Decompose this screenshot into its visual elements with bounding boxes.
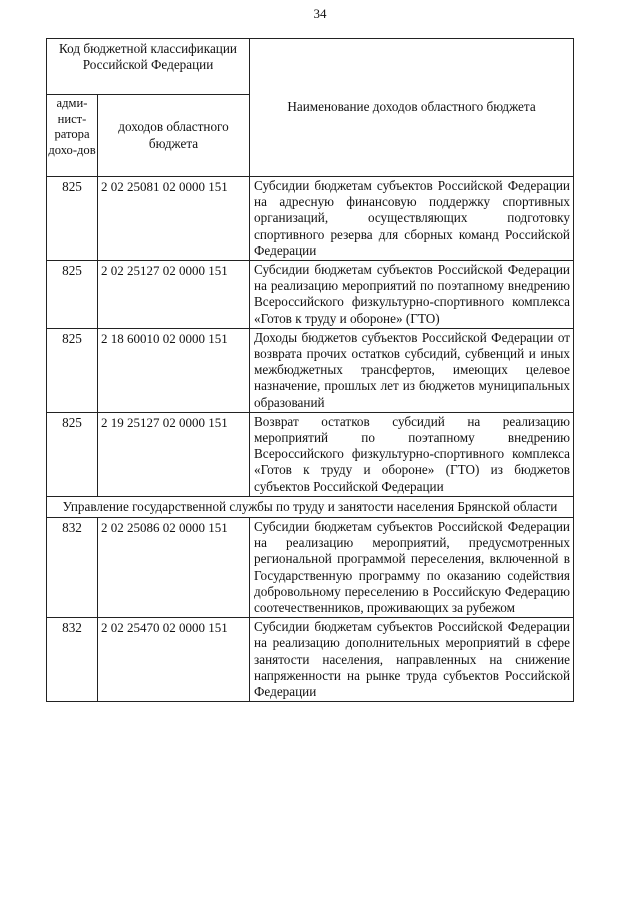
table-row [47,412,574,496]
income-name-cell: Субсидии бюджетам субъектов Российской Федерации на реализацию мероприятий по поэтапному внедрению Всероссийского физкультурно-спортивного комплекса «Готов к труду и обороне» (ГТО) [250,261,574,329]
table-row [47,328,574,412]
income-name-cell: Субсидии бюджетам субъектов Российской Федерации на реализацию дополнительных мероприятий в сфере занятости населения, направленных на снижение напряженности на рынке труда субъектов Российской Федерации [250,618,574,702]
income-name-cell: Субсидии бюджетам субъектов Российской Федерации на реализацию мероприятий, предусмотренных региональной программой переселения, включенной в Государственную программу по оказанию содействия добровольному переселению в Российскую Федерацию соотечественников, проживающих за рубежом [250,518,574,618]
table-row [47,518,574,618]
header-income-name: Наименование доходов областного бюджета [250,39,574,177]
header-income-code: доходов областного бюджета [98,95,250,177]
table-row [47,261,574,329]
budget-code-cell: 2 18 60010 02 0000 151 [98,328,250,412]
table-row [47,177,574,261]
admin-code-cell: 825 [47,412,98,496]
budget-code-cell: 2 02 25081 02 0000 151 [98,177,250,261]
income-name-cell: Субсидии бюджетам субъектов Российской Федерации на адресную финансовую поддержку спортивных организаций, осуществляющих подготовку спортивного резерва для сборных команд Российской Федерации [250,177,574,261]
admin-code-cell: 832 [47,618,98,702]
header-budget-classification: Код бюджетной классификации Российской Федерации [47,39,250,95]
header-administrator: адми-нист-ратора дохо-дов [47,95,98,177]
section-header-row [47,496,574,517]
budget-code-cell: 2 02 25470 02 0000 151 [98,618,250,702]
admin-code-cell: 825 [47,328,98,412]
budget-code-cell: 2 19 25127 02 0000 151 [98,412,250,496]
budget-code-cell: 2 02 25086 02 0000 151 [98,518,250,618]
section-title: Управление государственной службы по труду и занятости населения Брянской области [47,496,574,517]
admin-code-cell: 825 [47,261,98,329]
page-number: 34 [313,6,327,21]
budget-code-cell: 2 02 25127 02 0000 151 [98,261,250,329]
table-header-row [47,39,574,95]
table-row [47,618,574,702]
budget-table [46,38,574,702]
admin-code-cell: 832 [47,518,98,618]
income-name-cell: Возврат остатков субсидий на реализацию мероприятий по поэтапному внедрению Всероссийского физкультурно-спортивного комплекса «Готов к труду и обороне» (ГТО) из бюджетов субъектов Российской Федерации [250,412,574,496]
admin-code-cell: 825 [47,177,98,261]
income-name-cell: Доходы бюджетов субъектов Российской Федерации от возврата прочих остатков субсидий, субвенций и иных межбюджетных трансфертов, имеющих целевое назначение, прошлых лет из бюджетов муниципальных образований [250,328,574,412]
